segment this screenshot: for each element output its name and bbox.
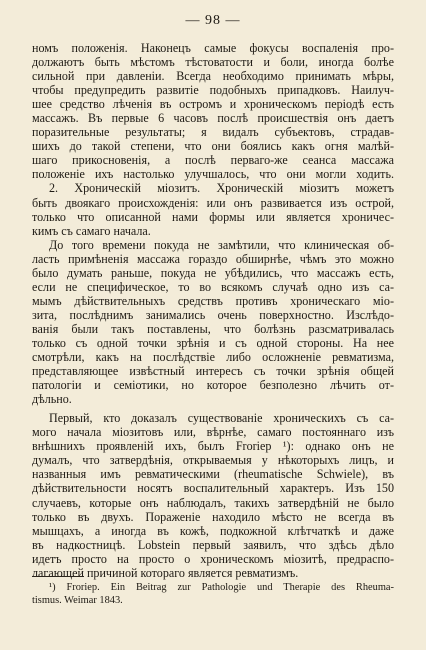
text-line: внѣшнихъ проявленій ихъ, былъ Froriep ¹): однако онъ не	[32, 439, 394, 454]
text-line: идетъ просто на просто о хроническомъ міозитѣ, предраспо-	[32, 551, 394, 566]
text-line: шихъ до такой степени, что они боялись какъ огня малѣй-	[32, 139, 394, 154]
text-line: шаго прикосновенія, а послѣ перваго-же сеанса массажа	[32, 153, 394, 168]
text-line: чтобы предупредить развитіе подобныхъ припадковъ. Наилуч-	[32, 83, 394, 98]
text-line: Первый, кто доказалъ существованіе хроническихъ съ са-	[49, 411, 394, 426]
body-text	[32, 41, 394, 580]
text-line: патологіи и семіотики, но которое безполезно лѣчить от-	[32, 378, 394, 393]
text-line: думалъ, что затвердѣнія, открываемыя у нѣкоторыхъ лицъ, и	[32, 453, 394, 468]
text-line: мышцахъ, а иногда въ кожѣ, подкожной клѣтчаткѣ и даже	[32, 523, 394, 538]
text-line: представляющее извѣстный интересъ съ точки зрѣнія общей	[32, 364, 394, 379]
text-line: мымъ дѣйствительныхъ средствъ противъ хроническаго міо-	[32, 293, 394, 308]
text-line: До того времени покуда не замѣтили, что клиническая об-	[49, 237, 394, 252]
text-line: ласть примѣненія массажа гораздо обширнѣе, чѣмъ это можно	[32, 251, 394, 266]
footnote-line: ¹) Froriep. Ein Beitrag zur Pathologie und Therapie des Rheuma-	[49, 582, 394, 593]
text-line: 2. Хроническій міозитъ. Хроническій міозитъ можетъ	[49, 181, 394, 196]
text-line: только съ одной точки зрѣнія и съ одной стороны. На нее	[32, 335, 394, 350]
text-line: ванія были такъ поставлены, что болѣзнь разсматривалась	[32, 321, 394, 336]
text-line: быть двоякаго происхожденія: или онъ развивается изъ острой,	[32, 195, 394, 210]
text-line: мого начала міозитовъ или, вѣрнѣе, самаго постояннаго изъ	[32, 425, 394, 440]
text-line: только что описанной нами формы или является хроничес-	[32, 209, 394, 224]
text-line: дѣльно.	[32, 392, 72, 407]
text-line: сильной при давленіи. Всегда необходимо принимать мѣры,	[32, 69, 394, 84]
text-line: было думать раньше, покуда не убѣдились, что массажъ есть,	[32, 265, 394, 280]
text-line: дѣйствительности носятъ воспалительный характеръ. Изъ 150	[32, 481, 394, 496]
text-line: массажъ. Въ первые 6 часовъ послѣ происшествія онъ даетъ	[32, 111, 394, 126]
text-line: шее средство лѣченія въ остромъ и хроническомъ періодѣ есть	[32, 97, 394, 112]
text-line: смотрѣли, какъ на послѣдствіе либо осложненіе ревматизма,	[32, 350, 394, 365]
text-line: положеніе ихъ настолько улучшалось, что они могли ходить.	[32, 167, 394, 182]
footnote	[32, 582, 394, 607]
footnote-separator	[32, 576, 84, 577]
text-line: поразительные результаты; я видалъ субъектовъ, страдав-	[32, 125, 394, 140]
footnote-line: tismus. Weimar 1843.	[32, 594, 123, 606]
text-line: зита, послѣднимъ занимались очень поверхностно. Изслѣдо-	[32, 307, 394, 322]
text-line: случаевъ, которые онъ наблюдалъ, такихъ затвердѣній не было	[32, 495, 394, 510]
text-line: номъ положенія. Наконецъ самые фокусы воспаленія про-	[32, 41, 394, 55]
page-number: — 98 —	[185, 13, 241, 28]
text-line: только въ двухъ. Пораженіе находило мѣсто не всегда въ	[32, 509, 394, 524]
text-line: если не специфическое, то во всякомъ случаѣ одно изъ са-	[32, 279, 394, 294]
text-line: кимъ съ самаго начала.	[32, 223, 151, 238]
text-line: названныя имъ ревматическими (rheumatische Schwiele), въ	[32, 467, 394, 482]
text-line: должаютъ быть мѣстомъ тѣстоватости и боли, иногда болѣе	[32, 55, 394, 70]
text-line: въ надкостницѣ. Lobstein первый заявилъ, что здѣсь дѣло	[32, 537, 394, 552]
text-line: лагающей причиной котораго является ревматизмъ.	[32, 565, 299, 580]
